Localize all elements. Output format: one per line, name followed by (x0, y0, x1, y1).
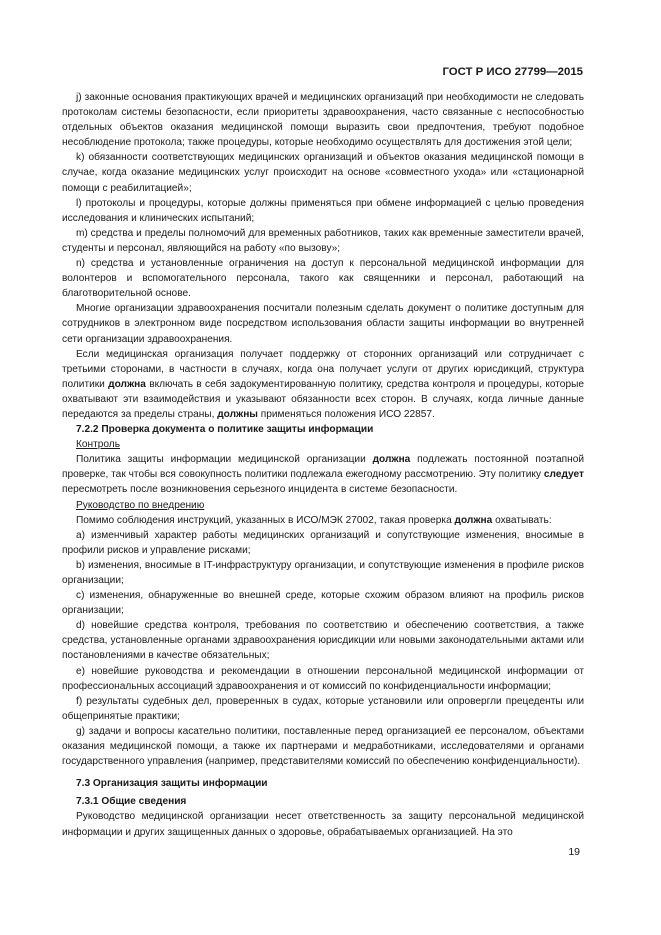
paragraph-review-scope (62, 513, 584, 528)
section-heading-7-3 (62, 776, 584, 791)
text-run: применяться положения ИСО 22857. (257, 408, 435, 420)
list-item-b (62, 558, 584, 588)
text-run: Руководство по внедрению (76, 499, 205, 511)
text-run: 7.3 Организация защиты информации (76, 778, 268, 790)
paragraph-electronic-policy (62, 301, 584, 346)
text-run: Многие организации здравоохранения посчитали полезным сделать документ о политике доступным для сотрудников в электронном виде посредством использования области защиты информации во внутренней сети организации здравоохранения. (62, 303, 584, 345)
text-run: Если медицинская организация получает поддержку от сторонних организаций или сотрудничает с третьими сторонами, в частности в случаях, когда она получает услуги от других юрисдикций, структура политики (62, 348, 584, 390)
text-run: подлежать постоянной поэтапной проверке, так чтобы вся совокупность политики подлежала ежегодному рассмотрению. Эту политику (62, 454, 584, 481)
text-run: m) средства и пределы полномочий для временных работников, таких как временные заместители врачей, студенты и персонал, являющийся на работу «по вызову»; (62, 227, 584, 254)
text-run: b) изменения, вносимые в IT-инфраструктуру организации, и сопутствующие изменения в профиле рисков организации; (62, 559, 584, 586)
list-item-a (62, 528, 584, 558)
list-item-m (62, 226, 584, 256)
page-number: 19 (568, 846, 580, 858)
text-run: Политика защиты информации медицинской организации (76, 454, 373, 466)
list-item-j (62, 90, 584, 150)
text-run: k) обязанности соответствующих медицинских организаций и объектов оказания медицинской помощи в случае, когда оказание медицинских услуг происходит на основе «совместного ухода» или «стационарной помощи с реабилитацией»; (62, 152, 584, 194)
page-body (62, 90, 584, 840)
paragraph-management-responsibility (62, 809, 584, 839)
text-run: Руководство медицинской организации несет ответственность за защиту персональной медицинской информации и других защищенных данных о здоровье, обрабатываемых организацией. На это (62, 811, 584, 838)
list-item-f (62, 694, 584, 724)
list-item-l (62, 196, 584, 226)
text-run: f) результаты судебных дел, проверенных в судах, которые установили или опровергли прецеденты или общепринятые практики; (62, 695, 584, 722)
emphasis-text: должна (454, 514, 493, 526)
text-run: j) законные основания практикующих врачей и медицинских организаций при необходимости не следовать протоколам системы безопасности, если приоритеты здравоохранения, часто связанные с неспособностью отдельных объектов оказания медицинской помощи выразить свои предпочтения, требуют подобное несоблюдение протокола; также процедуры, которые необходимо осуществлять для достижения этой цели; (62, 92, 584, 149)
paragraph-third-parties (62, 347, 584, 422)
document-header: ГОСТ Р ИСО 27799—2015 (442, 66, 583, 78)
section-heading-7-3-1 (62, 794, 584, 809)
text-run: 7.3.1 Общие сведения (76, 796, 187, 808)
text-run: включать в себя задокументированную политику, средства контроля и процедуры, которые охватывают эти взаимодействия и указывают обязанности всех сторон. В случаях, когда личные данные передаются за пределы страны, (62, 378, 584, 420)
subheading-control (62, 437, 584, 452)
list-item-k (62, 150, 584, 195)
list-item-g (62, 724, 584, 769)
text-run: пересмотреть после возникновения серьезного инцидента в системе безопасности. (62, 484, 458, 496)
text-run: n) средства и установленные ограничения на доступ к персональной медицинской информации для волонтеров и вспомогательного персонала, такого как священники и персонал, работающий на благотворительной основе. (62, 258, 584, 300)
text-run: l) протоколы и процедуры, которые должны применяться при обмене информацией с целью проведения исследования и клинических испытаний; (62, 197, 584, 224)
emphasis-text: должна (108, 378, 146, 390)
section-heading-7-2-2 (62, 422, 584, 437)
subheading-implementation-guidance (62, 498, 584, 513)
list-item-c (62, 588, 584, 618)
text-run: c) изменения, обнаруженные во внешней среде, которые схожим образом влияют на профиль рисков организации; (62, 590, 584, 617)
text-run: a) изменчивый характер работы медицинских организаций и сопутствующие изменения, вносимые в профили рисков и управление рисками; (62, 529, 584, 556)
paragraph-control (62, 452, 584, 497)
text-run: e) новейшие руководства и рекомендации в отношении персональной медицинской информации от профессиональных ассоциаций здравоохранения и от комиссий по конфиденциальности информации; (62, 665, 584, 692)
text-run: d) новейшие средства контроля, требования по соответствию и обеспечению соответствия, а также средства, установленные органами здравоохранения юрисдикции или новыми законодательными актами или постановлениями в качестве обязательных; (62, 620, 584, 662)
text-run: 7.2.2 Проверка документа о политике защиты информации (76, 424, 374, 436)
emphasis-text: должна (372, 454, 411, 466)
list-item-d (62, 618, 584, 663)
text-run: охватывать: (492, 514, 552, 526)
emphasis-text: должны (217, 408, 258, 420)
list-item-n (62, 256, 584, 301)
text-run: Помимо соблюдения инструкций, указанных в ИСО/МЭК 27002, такая проверка (76, 514, 455, 526)
emphasis-text: следует (543, 469, 584, 481)
text-run: g) задачи и вопросы касательно политики, поставленные перед организацией ее персоналом, объектами оказания медицинской помощи, а также их партнерами и медработниками, исследователями и органами государственного управления (например, представителями комиссий по обеспечению конфиденциальности). (62, 725, 584, 768)
list-item-e (62, 664, 584, 694)
text-run: Контроль (76, 439, 120, 451)
